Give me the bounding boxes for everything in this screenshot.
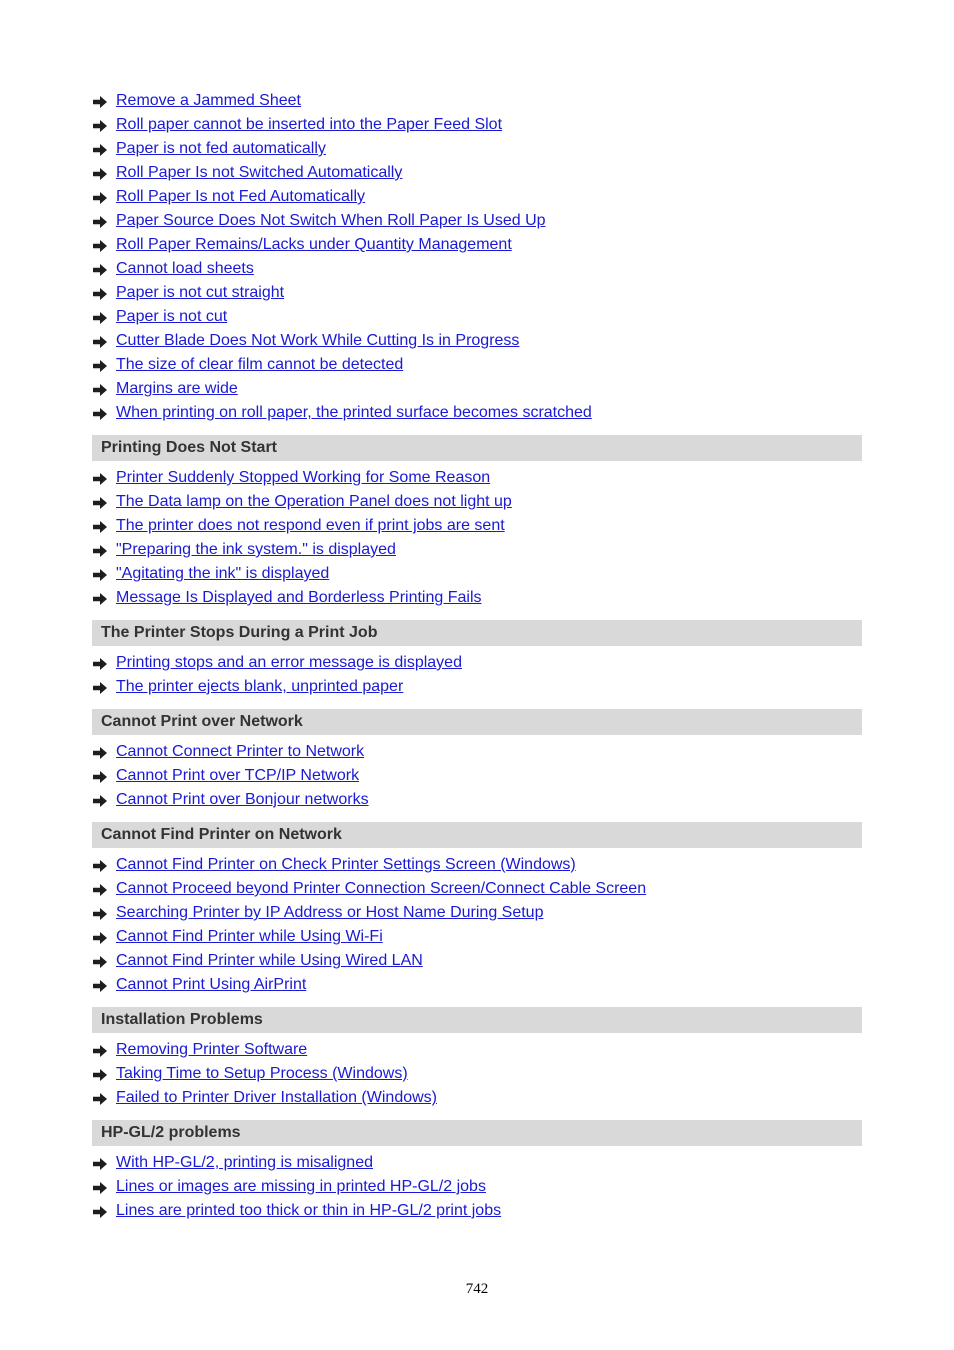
arrow-right-icon: [93, 1157, 107, 1169]
link-item: [92, 949, 862, 973]
arrow-right-icon: [93, 1044, 107, 1056]
link-item: [92, 675, 862, 699]
section-header: The Printer Stops During a Print Job: [92, 620, 862, 646]
arrow-right-icon: [93, 770, 107, 782]
link-item: [92, 901, 862, 925]
link-the-printer-ejects-blank-unprinted-paper[interactable]: The printer ejects blank, unprinted paper: [116, 678, 404, 695]
link-searching-printer-by-ip-address-or-host-name-during-setup[interactable]: Searching Printer by IP Address or Host Name During Setup: [116, 904, 544, 921]
arrow-right-icon: [93, 1181, 107, 1193]
section-the-printer-stops-during-a-print-job: [92, 620, 862, 699]
link-roll-paper-is-not-fed-automatically[interactable]: Roll Paper Is not Fed Automatically: [116, 188, 366, 205]
link-item: [92, 305, 862, 329]
link-item: [92, 1199, 862, 1223]
section-link-list: [92, 651, 862, 699]
link-item: [92, 113, 862, 137]
arrow-right-icon: [93, 263, 107, 275]
section-header: HP-GL/2 problems: [92, 1120, 862, 1146]
link-item: [92, 788, 862, 812]
link-cannot-connect-printer-to-network[interactable]: Cannot Connect Printer to Network: [116, 743, 365, 760]
link-item: [92, 514, 862, 538]
arrow-right-icon: [93, 544, 107, 556]
link-item: [92, 1038, 862, 1062]
arrow-right-icon: [93, 167, 107, 179]
link-item: [92, 740, 862, 764]
link-agitating-the-ink-is-displayed[interactable]: "Agitating the ink" is displayed: [116, 565, 330, 582]
link-item: [92, 137, 862, 161]
arrow-right-icon: [93, 859, 107, 871]
link-taking-time-to-setup-process-windows[interactable]: Taking Time to Setup Process (Windows): [116, 1065, 408, 1082]
link-roll-paper-cannot-be-inserted-into-the-paper-feed-slot[interactable]: Roll paper cannot be inserted into the Paper Feed Slot: [116, 116, 503, 133]
section-cannot-print-over-network: [92, 709, 862, 812]
link-the-data-lamp-on-the-operation-panel-does-not-light-up[interactable]: The Data lamp on the Operation Panel does not light up: [116, 493, 512, 510]
arrow-right-icon: [93, 287, 107, 299]
link-item: [92, 209, 862, 233]
section-header: Cannot Print over Network: [92, 709, 862, 735]
section-link-list: [92, 740, 862, 812]
section-cannot-find-printer-on-network: [92, 822, 862, 997]
link-item: [92, 764, 862, 788]
arrow-right-icon: [93, 383, 107, 395]
link-cannot-print-using-airprint[interactable]: Cannot Print Using AirPrint: [116, 976, 307, 993]
link-item: [92, 1175, 862, 1199]
link-paper-is-not-fed-automatically[interactable]: Paper is not fed automatically: [116, 140, 326, 157]
section-header: Cannot Find Printer on Network: [92, 822, 862, 848]
link-cannot-find-printer-while-using-wired-lan[interactable]: Cannot Find Printer while Using Wired LAN: [116, 952, 423, 969]
link-with-hp-gl-2-printing-is-misaligned[interactable]: With HP-GL/2, printing is misaligned: [116, 1154, 373, 1171]
section-header: Printing Does Not Start: [92, 435, 862, 461]
link-item: [92, 651, 862, 675]
link-item: [92, 161, 862, 185]
arrow-right-icon: [93, 119, 107, 131]
section-link-list: [92, 1038, 862, 1110]
top-link-list: [92, 89, 862, 425]
arrow-right-icon: [93, 311, 107, 323]
link-item: [92, 877, 862, 901]
arrow-right-icon: [93, 883, 107, 895]
link-cannot-find-printer-on-check-printer-settings-screen-windows[interactable]: Cannot Find Printer on Check Printer Settings Screen (Windows): [116, 856, 576, 873]
link-item: [92, 1086, 862, 1110]
link-item: [92, 233, 862, 257]
arrow-right-icon: [93, 191, 107, 203]
arrow-right-icon: [93, 143, 107, 155]
link-the-size-of-clear-film-cannot-be-detected[interactable]: The size of clear film cannot be detected: [116, 356, 404, 373]
link-removing-printer-software[interactable]: Removing Printer Software: [116, 1041, 308, 1058]
arrow-right-icon: [93, 931, 107, 943]
arrow-right-icon: [93, 472, 107, 484]
link-cannot-print-over-tcp-ip-network[interactable]: Cannot Print over TCP/IP Network: [116, 767, 360, 784]
link-item: [92, 973, 862, 997]
page-number: 742: [465, 1281, 489, 1297]
section-header: Installation Problems: [92, 1007, 862, 1033]
arrow-right-icon: [93, 794, 107, 806]
link-failed-to-printer-driver-installation-windows[interactable]: Failed to Printer Driver Installation (Windows): [116, 1089, 437, 1106]
section-hp-gl-2-problems: [92, 1120, 862, 1223]
link-cannot-proceed-beyond-printer-connection-screen-connect-cable-screen[interactable]: Cannot Proceed beyond Printer Connection Screen/Connect Cable Screen: [116, 880, 647, 897]
arrow-right-icon: [93, 1205, 107, 1217]
link-message-is-displayed-and-borderless-printing-fails[interactable]: Message Is Displayed and Borderless Printing Fails: [116, 589, 482, 606]
link-item: [92, 853, 862, 877]
link-margins-are-wide[interactable]: Margins are wide: [116, 380, 238, 397]
link-when-printing-on-roll-paper-the-printed-surface-becomes-scratched[interactable]: When printing on roll paper, the printed surface becomes scratched: [116, 404, 592, 421]
arrow-right-icon: [93, 239, 107, 251]
link-printer-suddenly-stopped-working-for-some-reason[interactable]: Printer Suddenly Stopped Working for Some Reason: [116, 469, 491, 486]
link-item: [92, 490, 862, 514]
link-item: [92, 466, 862, 490]
link-cannot-print-over-bonjour-networks[interactable]: Cannot Print over Bonjour networks: [116, 791, 369, 808]
arrow-right-icon: [93, 359, 107, 371]
arrow-right-icon: [93, 496, 107, 508]
link-printing-stops-and-an-error-message-is-displayed[interactable]: Printing stops and an error message is displayed: [116, 654, 462, 671]
link-paper-source-does-not-switch-when-roll-paper-is-used-up[interactable]: Paper Source Does Not Switch When Roll Paper Is Used Up: [116, 212, 546, 229]
link-item: [92, 1151, 862, 1175]
arrow-right-icon: [93, 215, 107, 227]
arrow-right-icon: [93, 407, 107, 419]
section-link-list: [92, 466, 862, 610]
section-installation-problems: [92, 1007, 862, 1110]
link-preparing-the-ink-system-is-displayed[interactable]: "Preparing the ink system." is displayed: [116, 541, 396, 558]
link-lines-are-printed-too-thick-or-thin-in-hp-gl-2-print-jobs[interactable]: Lines are printed too thick or thin in HP-GL/2 print jobs: [116, 1202, 502, 1219]
arrow-right-icon: [93, 1068, 107, 1080]
section-printing-does-not-start: [92, 435, 862, 610]
link-item: [92, 257, 862, 281]
link-cutter-blade-does-not-work-while-cutting-is-in-progress[interactable]: Cutter Blade Does Not Work While Cutting Is in Progress: [116, 332, 520, 349]
arrow-right-icon: [93, 335, 107, 347]
section-link-list: [92, 853, 862, 997]
link-item: [92, 925, 862, 949]
link-item: [92, 329, 862, 353]
link-the-printer-does-not-respond-even-if-print-jobs-are-sent[interactable]: The printer does not respond even if print jobs are sent: [116, 517, 505, 534]
link-cannot-load-sheets[interactable]: Cannot load sheets: [116, 260, 254, 277]
sections-container: [92, 435, 862, 1223]
link-cannot-find-printer-while-using-wi-fi[interactable]: Cannot Find Printer while Using Wi-Fi: [116, 928, 383, 945]
link-item: [92, 185, 862, 209]
arrow-right-icon: [93, 746, 107, 758]
arrow-right-icon: [93, 1092, 107, 1104]
link-paper-is-not-cut[interactable]: Paper is not cut: [116, 308, 228, 325]
link-item: [92, 353, 862, 377]
link-item: [92, 89, 862, 113]
section-link-list: [92, 1151, 862, 1223]
arrow-right-icon: [93, 568, 107, 580]
link-item: [92, 1062, 862, 1086]
link-item: [92, 281, 862, 305]
arrow-right-icon: [93, 520, 107, 532]
arrow-right-icon: [93, 592, 107, 604]
link-lines-or-images-are-missing-in-printed-hp-gl-2-jobs[interactable]: Lines or images are missing in printed HP-GL/2 jobs: [116, 1178, 486, 1195]
link-roll-paper-remains-lacks-under-quantity-management[interactable]: Roll Paper Remains/Lacks under Quantity Management: [116, 236, 512, 253]
arrow-right-icon: [93, 681, 107, 693]
arrow-right-icon: [93, 907, 107, 919]
link-paper-is-not-cut-straight[interactable]: Paper is not cut straight: [116, 284, 285, 301]
link-remove-a-jammed-sheet[interactable]: Remove a Jammed Sheet: [116, 92, 301, 109]
arrow-right-icon: [93, 657, 107, 669]
arrow-right-icon: [93, 979, 107, 991]
link-item: [92, 586, 862, 610]
document-content: [92, 89, 862, 1223]
link-roll-paper-is-not-switched-automatically[interactable]: Roll Paper Is not Switched Automatically: [116, 164, 403, 181]
arrow-right-icon: [93, 95, 107, 107]
link-item: [92, 538, 862, 562]
link-item: [92, 377, 862, 401]
link-item: [92, 562, 862, 586]
arrow-right-icon: [93, 955, 107, 967]
link-item: [92, 401, 862, 425]
